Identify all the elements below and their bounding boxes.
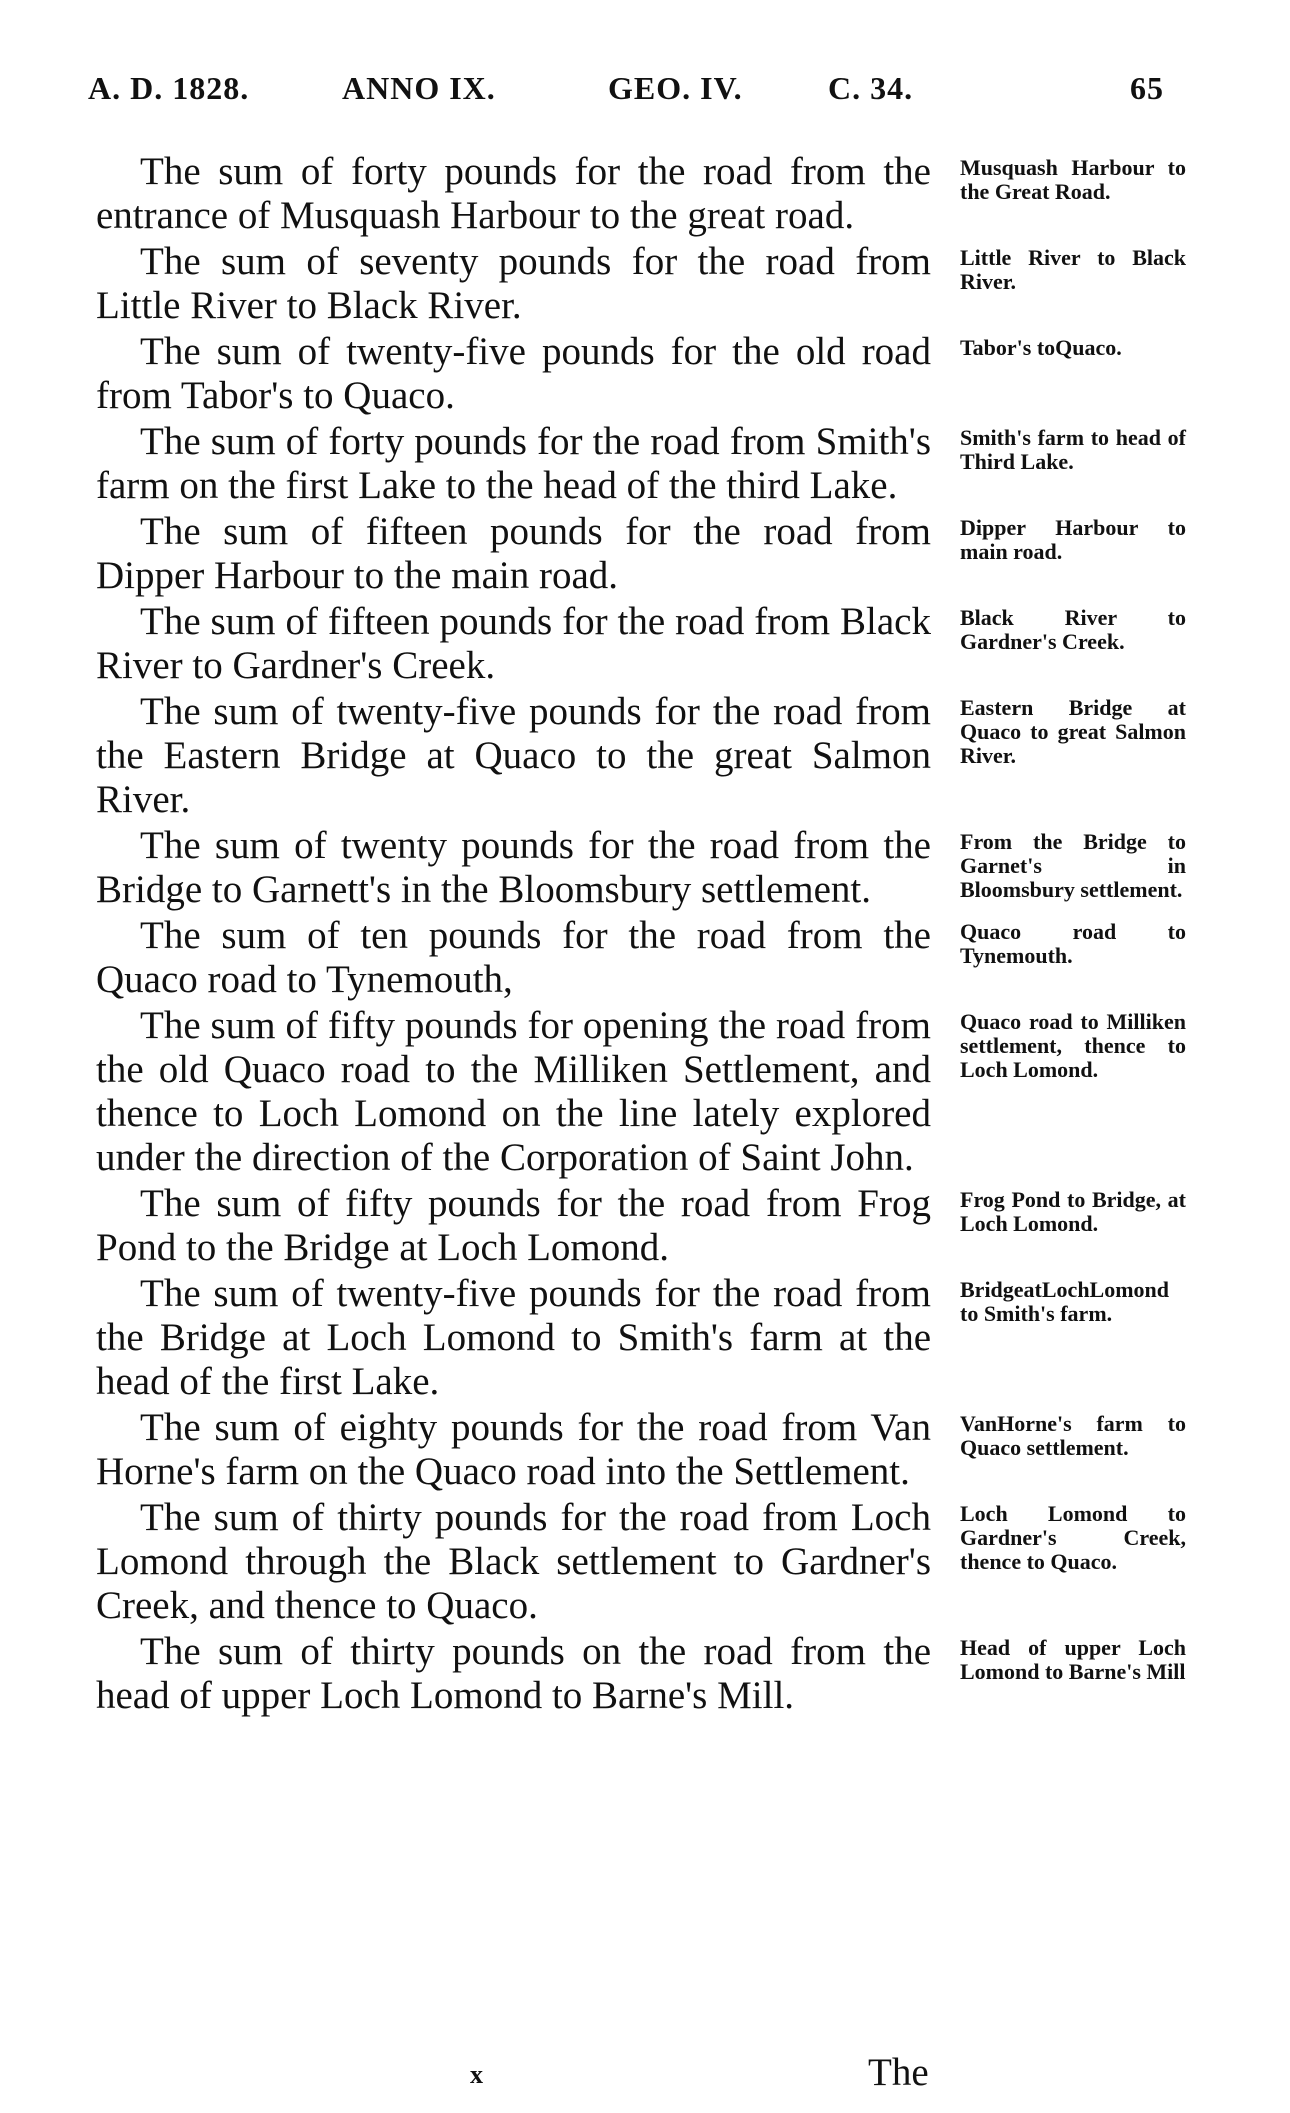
side-note: Musquash Harbour to the Great Road.	[960, 155, 1186, 204]
header-regnal-year: ANNO IX.	[342, 70, 496, 106]
side-note: Loch Lomond to Gardner's Creek, thence to Quaco.	[960, 1501, 1186, 1574]
side-note: Little River to Black River.	[960, 245, 1186, 294]
side-note: Head of upper Loch Lomond to Barne's Mill	[960, 1635, 1186, 1684]
entries-list	[96, 150, 1186, 1718]
entry-row	[96, 420, 1186, 508]
running-header	[88, 70, 1168, 120]
entry-row	[96, 1406, 1186, 1494]
entry-row	[96, 1496, 1186, 1628]
entry-row	[96, 510, 1186, 598]
entry-row	[96, 914, 1186, 1002]
entry-row	[96, 150, 1186, 238]
side-note: Dipper Harbour to main road.	[960, 515, 1186, 564]
header-chapter: C. 34.	[828, 70, 914, 106]
entry-text: The sum of ten pounds for the road from the Quaco road to Tynemouth,	[96, 914, 931, 1001]
side-note: BridgeatLochLomond to Smith's farm.	[960, 1277, 1170, 1326]
entry-text: The sum of fifteen pounds for the road from Dipper Harbour to the main road.	[96, 510, 931, 597]
side-note: Eastern Bridge at Quaco to great Salmon River.	[960, 695, 1186, 768]
entry-row	[96, 240, 1186, 328]
entry-text: The sum of fifteen pounds for the road from Black River to Gardner's Creek.	[96, 600, 931, 687]
page-number: 65	[1130, 70, 1164, 106]
entry-row	[96, 1004, 1186, 1180]
entry-row	[96, 1182, 1186, 1270]
side-note: Quaco road to Milliken settlement, thence to Loch Lomond.	[960, 1009, 1186, 1082]
entry-row	[96, 1630, 1186, 1718]
entry-row	[96, 824, 1186, 912]
side-note: VanHorne's farm to Quaco settlement.	[960, 1411, 1186, 1460]
side-note: Quaco road to Tynemouth.	[960, 919, 1186, 968]
entry-text: The sum of twenty pounds for the road from the Bridge to Garnett's in the Bloomsbury settlement.	[96, 824, 931, 911]
entry-text: The sum of fifty pounds for opening the road from the old Quaco road to the Milliken Settlement, and thence to Loch Lomond on the line lately explored under the direction of the Corporation of Saint John.	[96, 1004, 931, 1179]
entry-text: The sum of twenty-five pounds for the road from the Eastern Bridge at Quaco to the great Salmon River.	[96, 690, 931, 821]
entry-text: The sum of eighty pounds for the road from Van Horne's farm on the Quaco road into the Settlement.	[96, 1406, 931, 1493]
header-monarch: GEO. IV.	[608, 70, 743, 106]
entry-row	[96, 1272, 1186, 1404]
entry-row	[96, 690, 1186, 822]
entry-text: The sum of twenty-five pounds for the old road from Tabor's to Quaco.	[96, 330, 931, 417]
catchword: The	[868, 2051, 929, 2094]
entry-text: The sum of thirty pounds on the road from the head of upper Loch Lomond to Barne's Mill.	[96, 1630, 931, 1717]
entry-text: The sum of thirty pounds for the road from Loch Lomond through the Black settlement to Gardner's Creek, and thence to Quaco.	[96, 1496, 931, 1627]
entry-text: The sum of forty pounds for the road from Smith's farm on the first Lake to the head of the third Lake.	[96, 420, 931, 507]
entry-row	[96, 600, 1186, 688]
entry-text: The sum of forty pounds for the road from the entrance of Musquash Harbour to the great road.	[96, 150, 931, 237]
side-note: Smith's farm to head of Third Lake.	[960, 425, 1186, 474]
entry-text: The sum of twenty-five pounds for the road from the Bridge at Loch Lomond to Smith's farm at the head of the first Lake.	[96, 1272, 931, 1403]
side-note: Black River to Gardner's Creek.	[960, 605, 1186, 654]
side-note: Frog Pond to Bridge, at Loch Lomond.	[960, 1187, 1186, 1236]
entry-text: The sum of seventy pounds for the road from Little River to Black River.	[96, 240, 931, 327]
side-note: Tabor's toQuaco.	[960, 335, 1122, 360]
signature-mark: x	[470, 2060, 483, 2089]
entry-text: The sum of fifty pounds for the road from Frog Pond to the Bridge at Loch Lomond.	[96, 1182, 931, 1269]
entry-row	[96, 330, 1186, 418]
header-year: A. D. 1828.	[88, 70, 250, 106]
side-note: From the Bridge to Garnet's in Bloomsbury settlement.	[960, 829, 1186, 902]
